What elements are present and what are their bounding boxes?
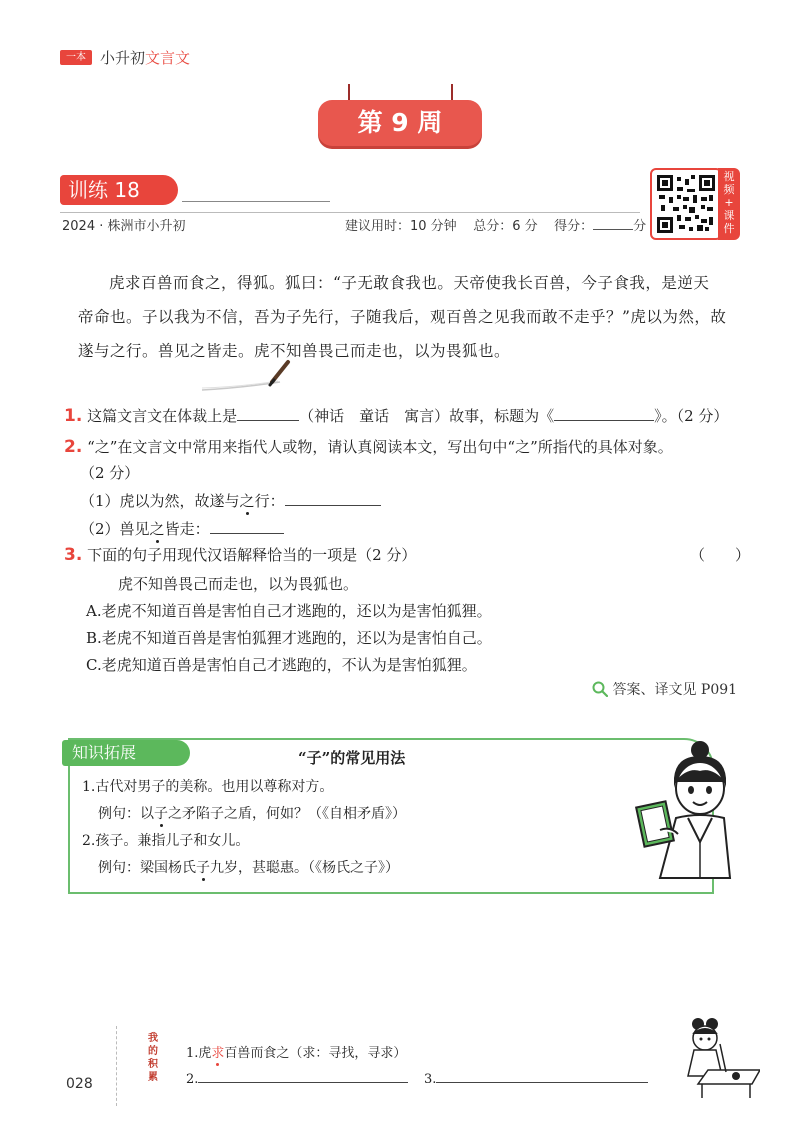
suggested-time: 建议用时：10 分钟 bbox=[345, 219, 457, 234]
knowledge-item-2: 2.孩子。兼指儿子和女儿。 bbox=[82, 833, 250, 849]
q3-sentence: 虎不知兽畏己而走也，以为畏狐也。 bbox=[118, 575, 359, 593]
q2-sub1-blank[interactable] bbox=[285, 491, 381, 506]
pen-divider-icon bbox=[200, 358, 296, 394]
qr-video-tab[interactable]: 视 频 + 课 件 bbox=[718, 168, 740, 240]
training-title-line bbox=[182, 201, 330, 202]
q2-score: （2 分） bbox=[80, 464, 140, 482]
q2-sub-1: （1）虎以为然，故遂与之行： bbox=[80, 490, 381, 511]
total-score: 总分：6 分 bbox=[473, 219, 538, 234]
passage-line-2: 帝命也。子以我为不信，吾为子先行，子随我后，观百兽之见我而敢不走乎？”虎以为然，故 bbox=[78, 308, 727, 326]
q3-answer-paren[interactable]: （ ） bbox=[690, 546, 751, 564]
knowledge-example-2: 例句：梁国杨氏子九岁，甚聪惠。（《杨氏之子》） bbox=[98, 860, 399, 876]
score-blank[interactable] bbox=[593, 217, 633, 230]
q2-sub-2: （2）兽见之皆走： bbox=[80, 518, 284, 539]
series-title: 小升初文言文 bbox=[100, 49, 191, 67]
q3-option-a[interactable]: A.老虎不知道百兽是害怕自己才逃跑的，还以为是害怕狐狸。 bbox=[86, 602, 492, 620]
question-3: 3. 下面的句子用现代汉语解释恰当的一项是（2 分） bbox=[64, 545, 417, 565]
question-1: 1. 这篇文言文在体裁上是 （神话 童话 寓言）故事，标题为《 》。（2 分） bbox=[64, 406, 729, 426]
note-1: 1.虎求百兽而食之（求：寻找，寻求） bbox=[186, 1046, 407, 1061]
note-2-blank[interactable] bbox=[198, 1068, 408, 1083]
note-3: 3. bbox=[424, 1068, 648, 1087]
page-number: 028 bbox=[66, 1076, 93, 1092]
passage-line-3: 遂与之行。兽见之皆走。虎不知兽畏己而走也，以为畏狐也。 bbox=[78, 342, 511, 360]
notes-separator bbox=[116, 1026, 117, 1106]
exam-meta: 建议用时：10 分钟 总分：6 分 得分： 分 bbox=[345, 219, 647, 234]
knowledge-example-1: 例句：以子之矛陷子之盾，何如？（《自相矛盾》） bbox=[98, 806, 406, 822]
header-divider bbox=[60, 212, 640, 213]
my-accumulation-label: 我 的 积 累 bbox=[148, 1033, 158, 1083]
passage-line-1: 虎求百兽而食之，得狐。狐曰：“子无敢食我也。天帝使我长百兽，今子食我，是逆天 bbox=[109, 274, 710, 292]
note-3-blank[interactable] bbox=[436, 1068, 648, 1083]
scholar-reading-illustration bbox=[630, 738, 740, 888]
child-writing-illustration bbox=[668, 1014, 760, 1100]
knowledge-item-1: 1.古代对男子的美称。也用以尊称对方。 bbox=[82, 779, 334, 795]
qr-code[interactable] bbox=[650, 168, 722, 240]
question-2: 2. “之”在文言文中常用来指代人或物，请认真阅读本文，写出句中“之”所指代的具体对象。 bbox=[64, 437, 673, 457]
knowledge-title: “子”的常见用法 bbox=[298, 749, 406, 767]
magnifier-icon bbox=[592, 681, 608, 697]
qr-code-icon bbox=[657, 175, 715, 233]
note-2: 2. bbox=[186, 1068, 408, 1087]
q1-genre-blank[interactable] bbox=[237, 406, 299, 421]
knowledge-tag: 知识拓展 bbox=[62, 740, 190, 766]
score-label: 得分： bbox=[554, 219, 594, 234]
classical-passage bbox=[78, 266, 744, 368]
week-banner: 第 9 周 bbox=[318, 100, 482, 146]
q1-title-blank[interactable] bbox=[554, 406, 654, 421]
exam-source: 2024 · 株洲市小升初 bbox=[62, 219, 186, 234]
training-title: 训练 18 bbox=[60, 175, 178, 205]
q3-option-b[interactable]: B.老虎不知道百兽是害怕狐狸才逃跑的，还以为是害怕自己。 bbox=[86, 629, 492, 647]
q2-sub2-blank[interactable] bbox=[210, 519, 284, 534]
q3-option-c[interactable]: C.老虎知道百兽是害怕自己才逃跑的，不认为是害怕狐狸。 bbox=[86, 656, 477, 674]
brand-tag: 一本 bbox=[60, 50, 92, 65]
answer-reference[interactable]: 答案、译文见 P091 bbox=[592, 679, 737, 699]
